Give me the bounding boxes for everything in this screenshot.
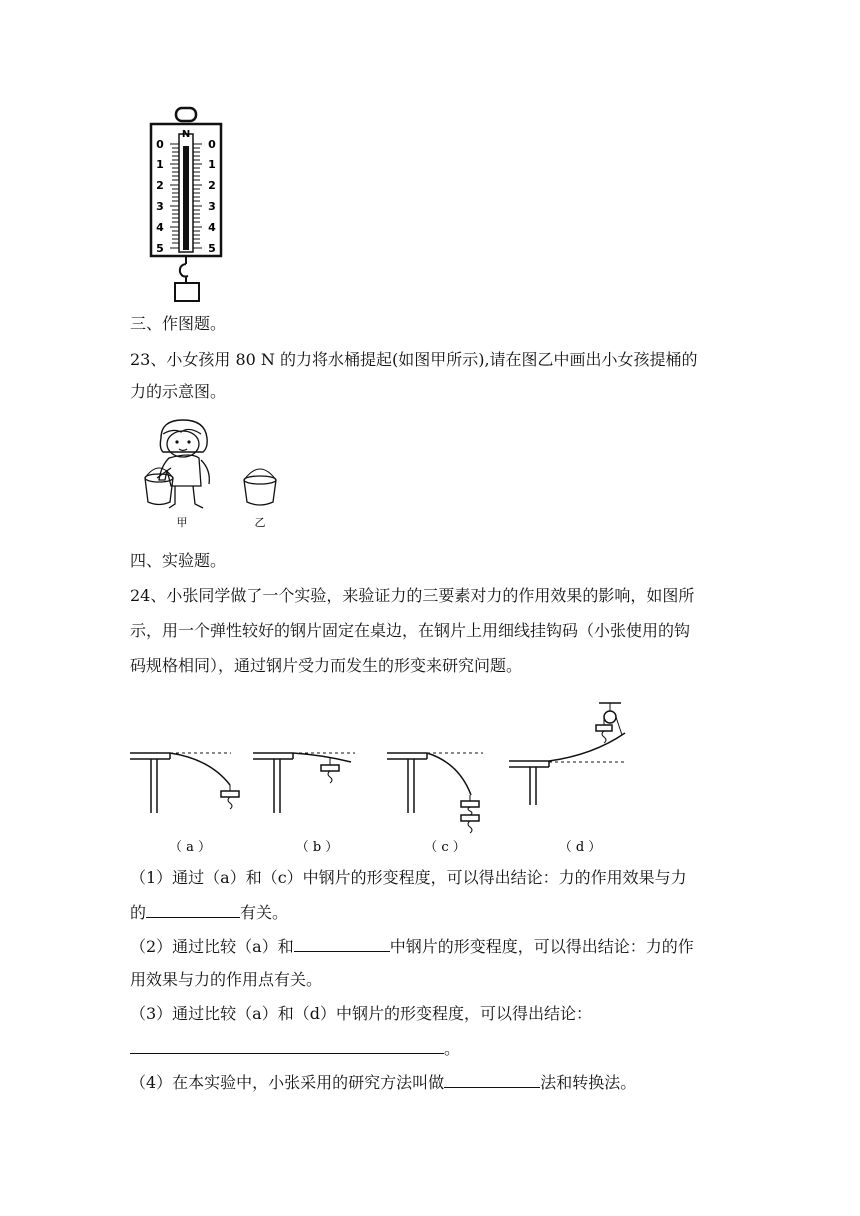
section-3-heading: 三、作图题。 [130,314,227,333]
scale-tick-left: 2 [156,179,164,192]
spring-scale-figure [140,106,240,306]
label-b: （ b ） [295,840,339,855]
q24-part-2-line-2: 用效果与力的作用点有关。 [130,970,323,989]
scale-tick-right: 0 [208,138,216,151]
scale-tick-right: 5 [208,242,216,255]
label-a: （ a ） [168,840,212,855]
part-4-prefix: （4）在本实验中，小张采用的研究方法叫做 [130,1073,445,1092]
q24-part-2-line-1 [130,935,694,958]
q24-part-1-line-2 [130,901,288,924]
q24-part-3-line-1: （3）通过比较（a）和（d）中钢片的形变程度，可以得出结论： [130,1004,592,1023]
scale-tick-right: 1 [208,158,216,171]
scale-tick-right: 2 [208,179,216,192]
scale-unit: N [181,129,191,140]
answer-blank-4[interactable] [444,1071,540,1088]
fig-label-yi: 乙 [254,516,266,529]
answer-blank-3[interactable] [130,1037,444,1054]
answer-blank-1[interactable] [146,901,240,918]
answer-blank-2[interactable] [294,935,390,952]
q23-line-1: 23、小女孩用 80 N 的力将水桶提起(如图甲所示),请在图乙中画出小女孩提桶的 [130,350,698,369]
steel-strip-figure [125,705,645,865]
label-d: （ d ） [558,840,602,855]
girl-bucket-figure [135,418,295,534]
part-2-prefix: （2）通过比较（a）和 [130,937,294,956]
part-1-prefix: 的 [130,903,147,922]
section-4-heading: 四、实验题。 [130,551,227,570]
q24-part-1-line-1: （1）通过（a）和（c）中钢片的形变程度，可以得出结论：力的作用效果与力 [130,868,687,887]
q24-part-4 [130,1071,636,1094]
part-2-suffix: 中钢片的形变程度，可以得出结论：力的作 [389,937,694,956]
fig-label-jia: 甲 [176,516,188,529]
scale-tick-left: 5 [156,242,164,255]
q24-part-3-line-2 [130,1037,460,1060]
part-1-suffix: 有关。 [240,903,289,922]
scale-tick-right: 4 [208,221,216,234]
scale-tick-left: 3 [156,200,164,213]
q23-line-2: 力的示意图。 [130,382,227,401]
scale-tick-left: 1 [156,158,164,171]
label-c: （ c ） [424,840,466,855]
q24-line-1: 24、小张同学做了一个实验，来验证力的三要素对力的作用效果的影响，如图所 [130,586,695,605]
scale-tick-right: 3 [208,200,216,213]
scale-tick-left: 4 [156,221,164,234]
q24-line-2: 示，用一个弹性较好的钢片固定在桌边，在钢片上用细线挂钩码（小张使用的钩 [130,621,691,640]
part-3-suffix: 。 [444,1039,461,1058]
scale-tick-left: 0 [156,138,164,151]
part-4-suffix: 法和转换法。 [540,1073,637,1092]
q24-line-3: 码规格相同），通过钢片受力而发生的形变来研究问题。 [130,656,523,675]
